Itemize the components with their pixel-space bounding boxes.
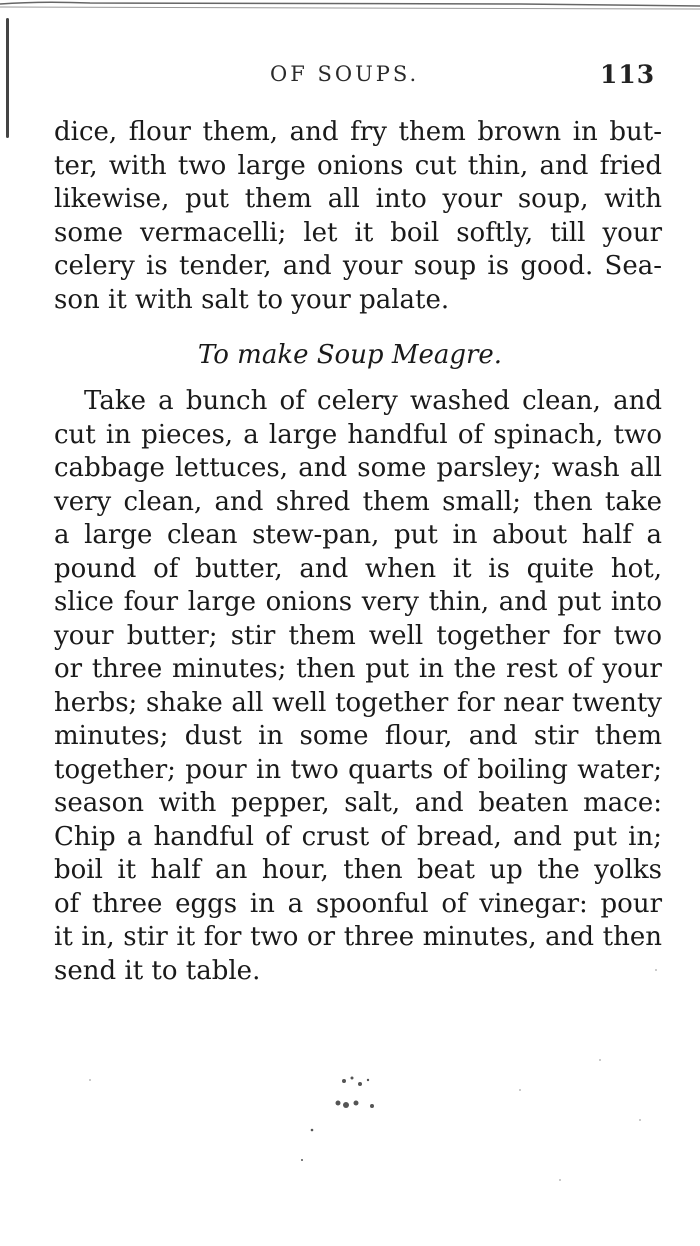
text-line: herbs; shake all well together for near twenty: [54, 687, 662, 718]
text-line: of three eggs in a spoonful of vinegar: pour: [54, 888, 662, 919]
text-line: send it to table.: [54, 955, 261, 986]
text-line: celery is tender, and your soup is good. Sea-: [54, 251, 662, 281]
text-line: together; pour in two quarts of boiling water;: [54, 754, 662, 785]
text-line: ter, with two large onions cut thin, and fried: [54, 150, 662, 181]
text-line: slice four large onions very thin, and put into: [54, 587, 662, 617]
running-title: OF SOUPS.: [270, 62, 420, 86]
text-line: very clean, and shred them small; then take: [54, 486, 662, 517]
text-line: some vermacelli; let it boil softly, till your: [54, 217, 662, 248]
text-line: dice, flour them, and fry them brown in but-: [54, 117, 662, 147]
text-line: boil it half an hour, then beat up the yolks: [54, 855, 662, 885]
text-line: minutes; dust in some flour, and stir them: [54, 721, 662, 751]
text-line: pound of butter, and when it is quite hot,: [54, 553, 662, 584]
text-line: Chip a handful of crust of bread, and put in;: [54, 821, 662, 852]
text-line: son it with salt to your palate.: [54, 284, 450, 315]
text-line: likewise, put them all into your soup, with: [54, 184, 662, 214]
text-line: your butter; stir them well together for two: [54, 620, 662, 651]
text-line: it in, stir it for two or three minutes, and then: [54, 922, 662, 952]
text-line: cabbage lettuces, and some parsley; wash all: [54, 453, 662, 483]
page-number: 113: [600, 60, 656, 89]
text-line: Take a bunch of celery washed clean, and: [84, 386, 662, 416]
text-line: cut in pieces, a large handful of spinach, two: [54, 419, 662, 450]
text-line: a large clean stew-pan, put in about half a: [54, 520, 662, 550]
text-line: or three minutes; then put in the rest of your: [54, 654, 662, 684]
recipe-heading: To make Soup Meagre.: [197, 340, 503, 370]
text-line: season with pepper, salt, and beaten mace:: [54, 788, 662, 818]
